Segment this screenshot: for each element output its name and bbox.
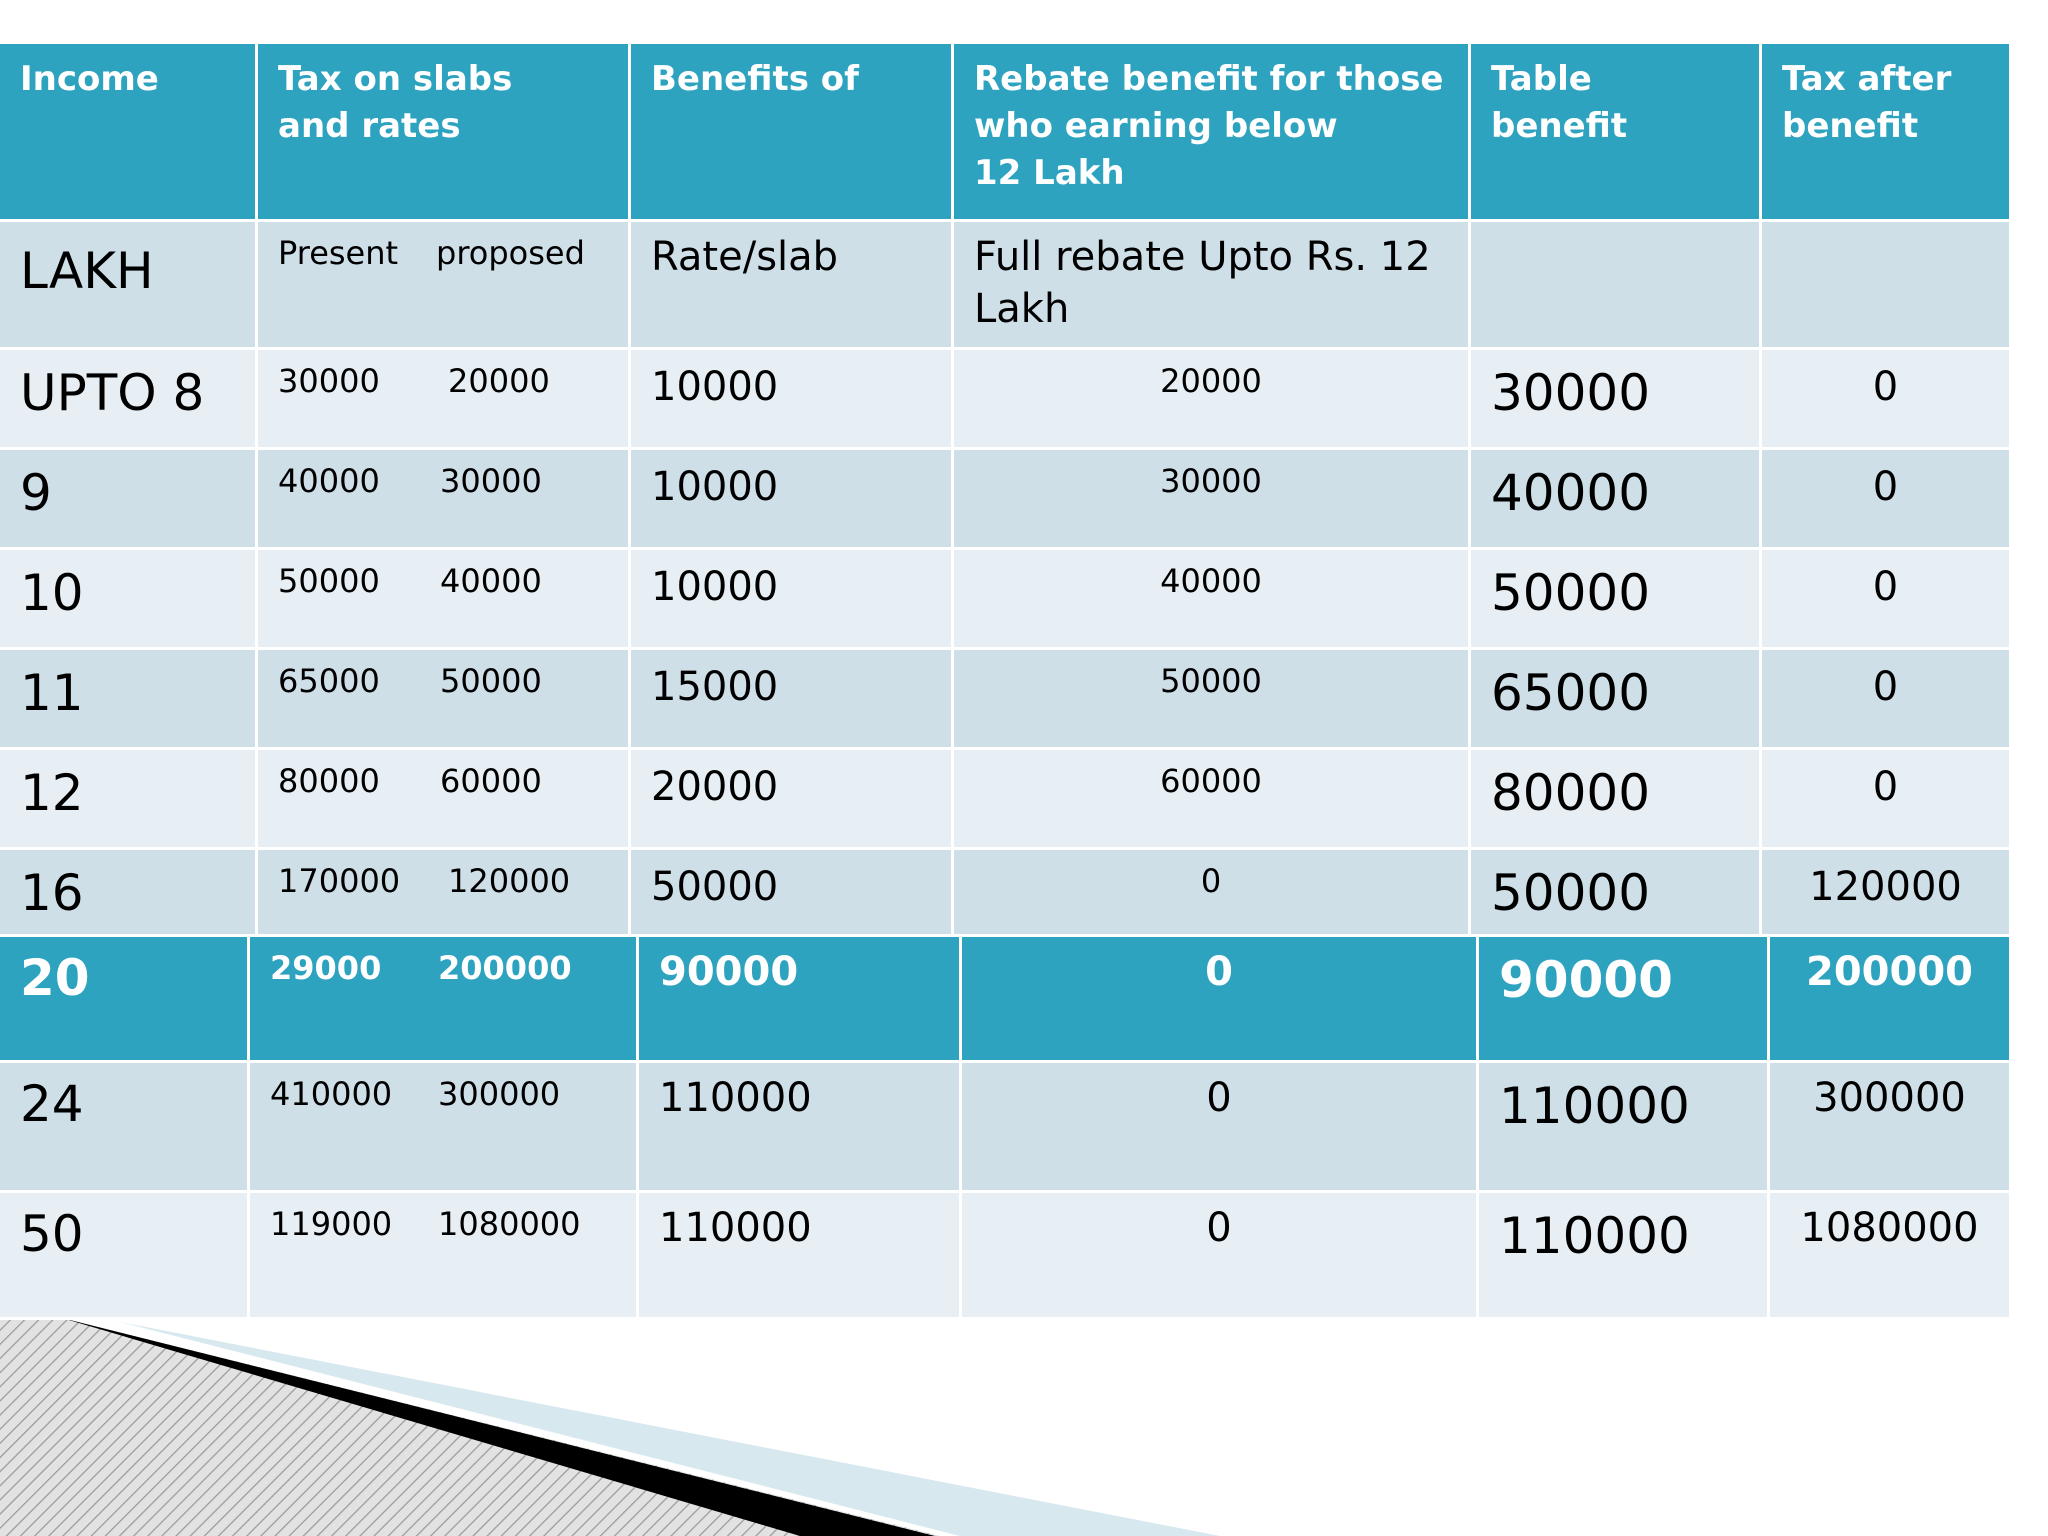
subheader-rate-slab-label: Rate/slab — [651, 234, 839, 280]
tax-after-cell — [1762, 650, 2012, 750]
income-value: 16 — [20, 864, 84, 922]
header-line: benefit — [1782, 106, 1919, 146]
subheader-rebate-line: Full rebate Upto Rs. 12 — [974, 234, 1431, 280]
header-line: who earning below — [974, 106, 1338, 146]
tax-slabs-cell — [258, 650, 631, 750]
tax-after-cell — [1762, 350, 2012, 450]
tax-slabs-cell — [258, 750, 631, 850]
table-benefit-cell — [1479, 1193, 1770, 1320]
income-cell — [0, 750, 258, 850]
income-value: 20 — [20, 949, 90, 1007]
present-tax-value: 80000 — [278, 762, 380, 800]
subheader-table-benefit — [1471, 222, 1762, 350]
tax-after-cell — [1762, 550, 2012, 650]
table-benefit-value: 30000 — [1491, 364, 1651, 422]
tax-after-cell — [1762, 450, 2012, 550]
income-cell — [0, 650, 258, 750]
tax-after-value: 0 — [1872, 364, 1899, 410]
proposed-tax-value: 40000 — [440, 562, 542, 600]
subheader-benefits — [631, 222, 954, 350]
subheader-lakh-label: LAKH — [20, 242, 154, 300]
income-cell — [0, 450, 258, 550]
rebate-cell — [962, 1063, 1479, 1193]
benefit-cell — [631, 850, 954, 937]
benefit-cell — [631, 650, 954, 750]
income-value: UPTO 8 — [20, 364, 205, 422]
proposed-tax-value: 200000 — [438, 949, 572, 987]
subheader-tax-after — [1762, 222, 2012, 350]
header-rebate-benefit — [954, 44, 1471, 222]
benefit-cell — [631, 750, 954, 850]
present-tax-value: 50000 — [278, 562, 380, 600]
tax-after-value: 0 — [1872, 564, 1899, 610]
header-line: 12 Lakh — [974, 153, 1125, 193]
subheader-rebate-line: Lakh — [974, 286, 1070, 332]
benefit-value: 10000 — [651, 464, 779, 510]
present-tax-value: 119000 — [270, 1205, 393, 1243]
table-benefit-value: 80000 — [1491, 764, 1651, 822]
tax-slabs-cell — [258, 850, 631, 937]
benefit-cell — [639, 937, 962, 1063]
rebate-cell — [954, 450, 1471, 550]
income-cell — [0, 937, 250, 1063]
header-line: and rates — [278, 106, 461, 146]
tax-after-cell — [1770, 1063, 2012, 1193]
table-benefit-cell — [1471, 850, 1762, 937]
tax-slabs-cell — [250, 937, 639, 1063]
income-value: 9 — [20, 464, 52, 522]
header-line: Benefits of — [651, 59, 859, 99]
tax-after-cell — [1770, 1193, 2012, 1320]
header-benefits — [631, 44, 954, 222]
header-line: Income — [20, 59, 159, 99]
table-benefit-cell — [1479, 937, 1770, 1063]
header-tax-on-slabs — [258, 44, 631, 222]
rebate-value: 0 — [1205, 949, 1233, 995]
income-value: 24 — [20, 1075, 84, 1133]
subheader-income — [0, 222, 258, 350]
rebate-value: 0 — [1206, 1075, 1232, 1121]
table-benefit-cell — [1471, 750, 1762, 850]
benefit-value: 10000 — [651, 364, 779, 410]
benefit-cell — [639, 1193, 962, 1320]
table-benefit-value: 90000 — [1499, 951, 1673, 1009]
rebate-cell — [954, 850, 1471, 937]
rebate-value: 0 — [1206, 1205, 1232, 1251]
benefit-cell — [631, 350, 954, 450]
tax-after-value: 300000 — [1813, 1075, 1966, 1121]
tax-after-value: 0 — [1872, 664, 1899, 710]
subheader-tax-slabs — [258, 222, 631, 350]
rebate-value: 50000 — [1160, 662, 1262, 700]
header-income — [0, 44, 258, 222]
tax-after-value: 120000 — [1809, 864, 1962, 910]
tax-after-value: 0 — [1872, 464, 1899, 510]
rebate-value: 60000 — [1160, 762, 1262, 800]
table-benefit-cell — [1479, 1063, 1770, 1193]
table-benefit-cell — [1471, 550, 1762, 650]
rebate-cell — [962, 1193, 1479, 1320]
rebate-cell — [962, 937, 1479, 1063]
benefit-value: 110000 — [659, 1075, 812, 1121]
present-tax-value: 40000 — [278, 462, 380, 500]
rebate-value: 30000 — [1160, 462, 1262, 500]
header-table-benefit — [1471, 44, 1762, 222]
tax-after-value: 200000 — [1806, 949, 1973, 995]
table-benefit-value: 50000 — [1491, 564, 1651, 622]
header-tax-after-benefit — [1762, 44, 2012, 222]
table-benefit-cell — [1471, 350, 1762, 450]
present-tax-value: 170000 — [278, 862, 401, 900]
rebate-cell — [954, 650, 1471, 750]
header-line: Table benefit — [1491, 59, 1628, 146]
proposed-tax-value: 120000 — [448, 862, 571, 900]
proposed-tax-value: 30000 — [440, 462, 542, 500]
table-benefit-value: 110000 — [1499, 1077, 1690, 1135]
income-value: 12 — [20, 764, 84, 822]
subheader-rebate — [954, 222, 1471, 350]
present-tax-value: 410000 — [270, 1075, 393, 1113]
benefit-cell — [631, 550, 954, 650]
rebate-value: 40000 — [1160, 562, 1262, 600]
income-value: 10 — [20, 564, 84, 622]
tax-after-cell — [1770, 937, 2012, 1063]
table-benefit-cell — [1471, 650, 1762, 750]
benefit-value: 90000 — [659, 949, 799, 995]
benefit-cell — [639, 1063, 962, 1193]
table-benefit-value: 65000 — [1491, 664, 1651, 722]
rebate-cell — [954, 350, 1471, 450]
income-cell — [0, 850, 258, 937]
subheader-present-label: Present — [278, 234, 399, 272]
benefit-value: 20000 — [651, 764, 779, 810]
income-cell — [0, 550, 258, 650]
tax-after-value: 0 — [1872, 764, 1899, 810]
proposed-tax-value: 1080000 — [438, 1205, 581, 1243]
table-benefit-value: 110000 — [1499, 1207, 1690, 1265]
rebate-value: 20000 — [1160, 362, 1262, 400]
tax-slabs-cell — [258, 550, 631, 650]
header-line: Tax on slabs — [278, 59, 513, 99]
benefit-value: 10000 — [651, 564, 779, 610]
benefit-value: 110000 — [659, 1205, 812, 1251]
tax-slabs-cell — [250, 1063, 639, 1193]
income-cell — [0, 350, 258, 450]
income-value: 50 — [20, 1205, 84, 1263]
income-cell — [0, 1063, 250, 1193]
proposed-tax-value: 60000 — [440, 762, 542, 800]
income-value: 11 — [20, 664, 84, 722]
header-line: Rebate benefit for those — [974, 59, 1444, 99]
benefit-cell — [631, 450, 954, 550]
table-benefit-value: 40000 — [1491, 464, 1651, 522]
proposed-tax-value: 50000 — [440, 662, 542, 700]
proposed-tax-value: 20000 — [448, 362, 550, 400]
tax-slabs-cell — [250, 1193, 639, 1320]
rebate-cell — [954, 750, 1471, 850]
table-benefit-value: 50000 — [1491, 864, 1651, 922]
rebate-value: 0 — [1200, 862, 1222, 900]
rebate-cell — [954, 550, 1471, 650]
tax-slabs-cell — [258, 350, 631, 450]
header-line: Tax after — [1782, 59, 1952, 99]
present-tax-value: 29000 — [270, 949, 382, 987]
table-benefit-cell — [1471, 450, 1762, 550]
benefit-value: 50000 — [651, 864, 779, 910]
tax-after-cell — [1762, 850, 2012, 937]
subheader-proposed-label: proposed — [436, 234, 585, 272]
present-tax-value: 30000 — [278, 362, 380, 400]
tax-slabs-cell — [258, 450, 631, 550]
tax-after-cell — [1762, 750, 2012, 850]
present-tax-value: 65000 — [278, 662, 380, 700]
proposed-tax-value: 300000 — [438, 1075, 561, 1113]
income-cell — [0, 1193, 250, 1320]
tax-after-value: 1080000 — [1800, 1205, 1979, 1251]
benefit-value: 15000 — [651, 664, 779, 710]
